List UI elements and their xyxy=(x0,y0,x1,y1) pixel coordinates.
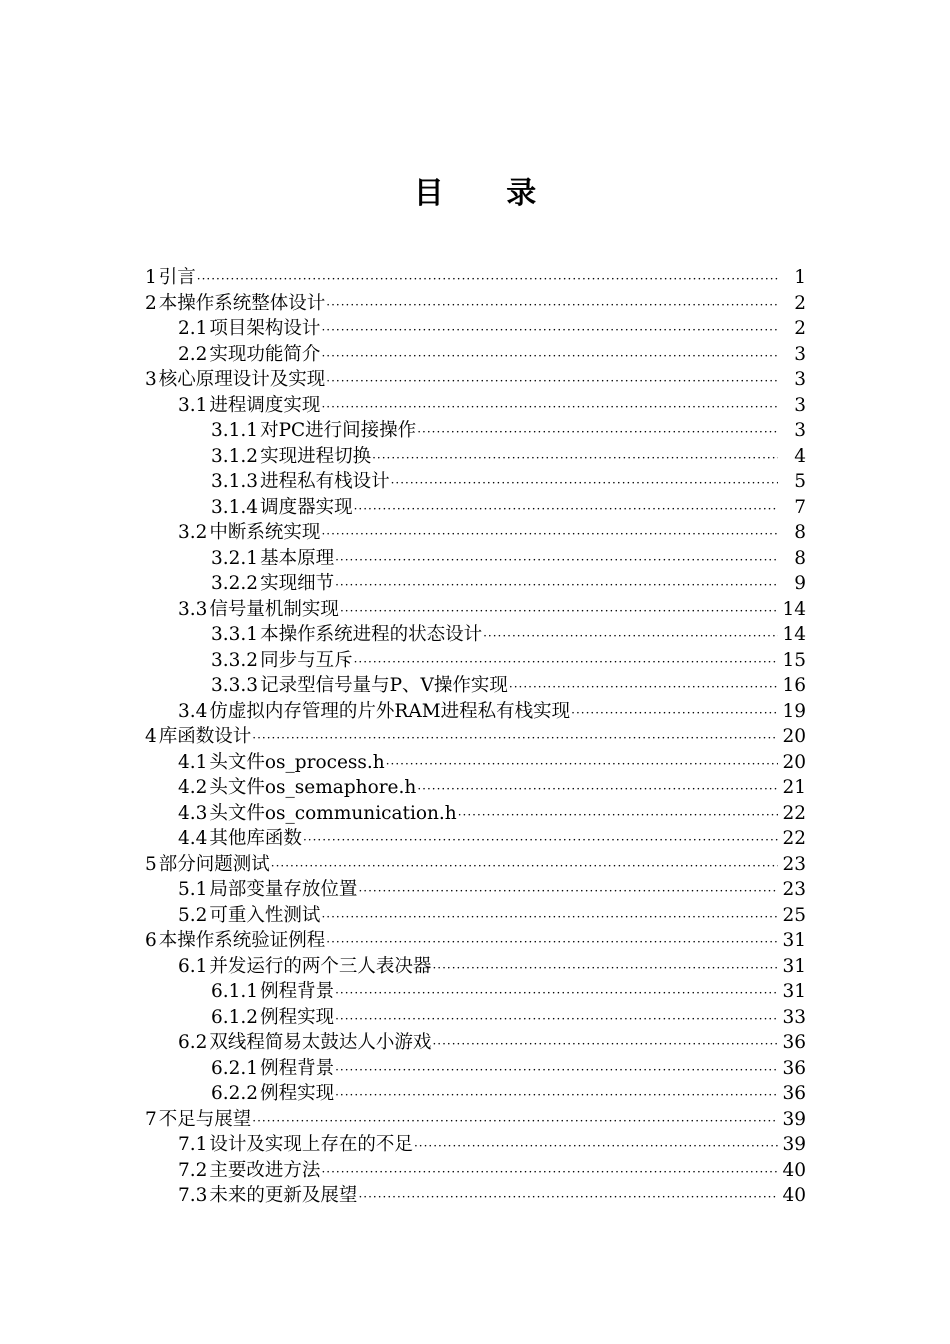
toc-entry-page-number: 39 xyxy=(782,1134,806,1155)
toc-dot-leader xyxy=(458,803,778,829)
toc-entry[interactable] xyxy=(145,393,810,419)
toc-entry-page-number: 15 xyxy=(782,649,806,671)
toc-dot-leader xyxy=(432,956,778,982)
toc-entry-label: 调度器实现 xyxy=(260,496,353,518)
toc-entry-number: 4.1 xyxy=(178,751,208,773)
toc-entry-number: 3.2.1 xyxy=(211,547,259,569)
toc-entry[interactable] xyxy=(145,1107,810,1133)
toc-entry-number: 2.2 xyxy=(178,343,208,365)
toc-entry-page-number: 33 xyxy=(782,1006,806,1028)
toc-entry-page-number: 22 xyxy=(782,802,806,824)
toc-entry-page-number: 14 xyxy=(782,624,806,645)
toc-entry-label: 本操作系统进程的状态设计 xyxy=(260,624,483,645)
toc-entry-label: 仿虚拟内存管理的片外RAM进程私有栈实现 xyxy=(209,700,571,722)
toc-entry-page-number: 1 xyxy=(794,267,806,288)
toc-entry[interactable] xyxy=(145,367,810,393)
toc-dot-leader xyxy=(354,497,778,523)
toc-entry-page-number: 16 xyxy=(782,675,806,696)
toc-entry[interactable] xyxy=(145,979,810,1005)
toc-entry-label: 例程实现 xyxy=(260,1083,335,1104)
toc-entry-number: 4.4 xyxy=(178,828,208,849)
toc-entry-number: 5 xyxy=(145,853,157,875)
toc-entry-number: 4.3 xyxy=(178,802,208,824)
toc-entry-page-number: 22 xyxy=(782,828,806,849)
toc-entry-label: 设计及实现上存在的不足 xyxy=(209,1134,413,1155)
toc-dot-leader xyxy=(358,1185,778,1211)
toc-entry-label: 例程实现 xyxy=(260,1006,335,1028)
toc-entry-page-number: 36 xyxy=(782,1032,806,1053)
toc-dot-leader xyxy=(321,318,778,344)
toc-entry-label: 可重入性测试 xyxy=(209,904,321,926)
toc-entry-label: 主要改进方法 xyxy=(209,1159,321,1181)
toc-entry-label: 本操作系统验证例程 xyxy=(158,930,326,951)
toc-dot-leader xyxy=(197,267,778,293)
toc-entry[interactable] xyxy=(145,699,810,725)
toc-entry[interactable] xyxy=(145,520,810,546)
toc-entry-page-number: 8 xyxy=(794,547,806,569)
toc-entry-page-number: 2 xyxy=(794,292,806,314)
toc-entry-number: 6.1.2 xyxy=(211,1006,259,1028)
toc-entry[interactable] xyxy=(145,852,810,878)
toc-dot-leader xyxy=(321,905,778,931)
page-title: 目 录 xyxy=(413,176,563,211)
toc-entry-number: 4.2 xyxy=(178,777,208,798)
toc-entry[interactable] xyxy=(145,1056,810,1082)
toc-entry-number: 7.1 xyxy=(178,1134,208,1155)
toc-dot-leader xyxy=(414,1134,778,1160)
toc-entry-number: 6.2.2 xyxy=(211,1083,259,1104)
toc-entry-number: 3.1.3 xyxy=(211,471,259,492)
toc-entry-page-number: 4 xyxy=(794,445,806,467)
toc-entry-label: 进程私有栈设计 xyxy=(260,471,390,492)
toc-entry[interactable] xyxy=(145,801,810,827)
toc-dot-leader xyxy=(417,777,778,803)
toc-dot-leader xyxy=(335,548,778,574)
toc-entry-number: 3 xyxy=(145,369,157,390)
toc-entry-page-number: 14 xyxy=(782,598,806,620)
toc-entry-page-number: 31 xyxy=(782,955,806,977)
toc-entry-page-number: 9 xyxy=(794,573,806,594)
toc-entry-number: 7.3 xyxy=(178,1185,208,1206)
toc-dot-leader xyxy=(252,1109,778,1135)
toc-entry-page-number: 40 xyxy=(782,1185,806,1206)
toc-entry[interactable] xyxy=(145,418,810,444)
toc-entry-label: 对PC进行间接操作 xyxy=(260,420,417,441)
toc-entry[interactable] xyxy=(145,597,810,623)
toc-entry-page-number: 2 xyxy=(794,318,806,339)
toc-entry[interactable] xyxy=(145,1081,810,1107)
toc-entry-number: 6.1.1 xyxy=(211,981,259,1002)
toc-entry[interactable] xyxy=(145,1158,810,1184)
toc-entry-page-number: 31 xyxy=(782,930,806,951)
toc-entry-label: 核心原理设计及实现 xyxy=(158,369,326,390)
toc-entry-label: 实现功能简介 xyxy=(209,343,321,365)
toc-dot-leader xyxy=(335,981,778,1007)
toc-entry-page-number: 23 xyxy=(782,853,806,875)
toc-entry[interactable] xyxy=(145,877,810,903)
toc-entry[interactable] xyxy=(145,546,810,572)
toc-entry-label: 记录型信号量与P、V操作实现 xyxy=(260,675,508,696)
toc-entry[interactable] xyxy=(145,750,810,776)
toc-entry-number: 2.1 xyxy=(178,318,208,339)
toc-entry-page-number: 23 xyxy=(782,879,806,900)
toc-dot-leader xyxy=(321,344,778,370)
toc-entry-label: 同步与互斥 xyxy=(260,649,353,671)
toc-entry-page-number: 19 xyxy=(782,700,806,722)
toc-entry-page-number: 36 xyxy=(782,1057,806,1079)
toc-entry-label: 实现细节 xyxy=(260,573,335,594)
toc-entry-label: 引言 xyxy=(158,267,196,288)
toc-dot-leader xyxy=(321,395,778,421)
toc-dot-leader xyxy=(335,1083,778,1109)
toc-dot-leader xyxy=(321,1160,778,1186)
toc-entry[interactable] xyxy=(145,1132,810,1158)
toc-entry[interactable] xyxy=(145,1005,810,1031)
toc-entry-label: 库函数设计 xyxy=(158,726,252,747)
toc-entry[interactable] xyxy=(145,928,810,954)
toc-entry-number: 5.2 xyxy=(178,904,208,926)
toc-entry-label: 部分问题测试 xyxy=(158,853,270,875)
toc-entry-label: 基本原理 xyxy=(260,547,335,569)
toc-dot-leader xyxy=(386,752,778,778)
toc-entry[interactable] xyxy=(145,571,810,597)
toc-entry-label: 头文件os_semaphore.h xyxy=(209,777,417,798)
toc-entry-number: 7.2 xyxy=(178,1159,208,1181)
toc-entry-page-number: 3 xyxy=(794,420,806,441)
toc-entry[interactable] xyxy=(145,1030,810,1056)
toc-entry-page-number: 25 xyxy=(782,904,806,926)
toc-entry-number: 6.1 xyxy=(178,955,208,977)
toc-entry-number: 3.3 xyxy=(178,598,208,620)
toc-entry-label: 其他库函数 xyxy=(209,828,302,849)
toc-entry-number: 3.3.3 xyxy=(211,675,259,696)
toc-dot-leader xyxy=(252,726,778,752)
toc-entry-label: 并发运行的两个三人表决器 xyxy=(209,955,432,977)
toc-entry[interactable] xyxy=(145,622,810,648)
toc-entry-label: 进程调度实现 xyxy=(209,394,321,416)
toc-entry-number: 2 xyxy=(145,292,157,314)
toc-dot-leader xyxy=(358,879,778,905)
toc-entry-page-number: 8 xyxy=(794,522,806,543)
toc-entry-number: 3.2.2 xyxy=(211,573,259,594)
toc-dot-leader xyxy=(391,471,778,497)
toc-dot-leader xyxy=(417,420,778,446)
toc-entry-page-number: 20 xyxy=(782,726,806,747)
toc-entry-number: 3.2 xyxy=(178,522,208,543)
toc-dot-leader xyxy=(354,650,778,676)
toc-entry[interactable] xyxy=(145,342,810,368)
toc-entry-number: 6.2.1 xyxy=(211,1057,259,1079)
toc-entry-page-number: 3 xyxy=(794,394,806,416)
toc-entry-label: 例程背景 xyxy=(260,981,335,1002)
toc-entry-label: 信号量机制实现 xyxy=(209,598,339,620)
toc-dot-leader xyxy=(483,624,778,650)
toc-entry[interactable] xyxy=(145,673,810,699)
toc-entry-label: 实现进程切换 xyxy=(260,445,372,467)
toc-entry[interactable] xyxy=(145,903,810,929)
toc-entry-number: 3.3.2 xyxy=(211,649,259,671)
toc-entry-number: 1 xyxy=(145,267,157,288)
toc-entry[interactable] xyxy=(145,265,810,291)
toc-entry-number: 5.1 xyxy=(178,879,208,900)
toc-entry-number: 3.1 xyxy=(178,394,208,416)
toc-dot-leader xyxy=(340,599,778,625)
toc-dot-leader xyxy=(271,854,778,880)
toc-entry-label: 例程背景 xyxy=(260,1057,335,1079)
toc-dot-leader xyxy=(321,522,778,548)
toc-entry-label: 头文件os_process.h xyxy=(209,751,385,773)
toc-entry-page-number: 7 xyxy=(794,496,806,518)
toc-entry-page-number: 40 xyxy=(782,1159,806,1181)
toc-entry-page-number: 39 xyxy=(782,1108,806,1130)
toc-entry[interactable] xyxy=(145,775,810,801)
toc-entry[interactable] xyxy=(145,648,810,674)
toc-entry-label: 本操作系统整体设计 xyxy=(158,292,326,314)
toc-entry-number: 3.1.1 xyxy=(211,420,259,441)
toc-entry-number: 3.1.2 xyxy=(211,445,259,467)
toc-entry-page-number: 31 xyxy=(782,981,806,1002)
toc-entry-label: 项目架构设计 xyxy=(209,318,321,339)
toc-dot-leader xyxy=(335,1058,778,1084)
toc-entry-page-number: 21 xyxy=(782,777,806,798)
toc-entry-label: 局部变量存放位置 xyxy=(209,879,358,900)
toc-entry-number: 3.1.4 xyxy=(211,496,259,518)
toc-entry-number: 4 xyxy=(145,726,157,747)
toc-dot-leader xyxy=(509,675,778,701)
toc-entry-page-number: 36 xyxy=(782,1083,806,1104)
toc-entry-label: 双线程简易太鼓达人小游戏 xyxy=(209,1032,432,1053)
toc-entry-page-number: 5 xyxy=(794,471,806,492)
toc-dot-leader xyxy=(326,293,778,319)
toc-entry[interactable] xyxy=(145,291,810,317)
toc-dot-leader xyxy=(303,828,778,854)
toc-entry[interactable] xyxy=(145,954,810,980)
toc-entry-number: 6.2 xyxy=(178,1032,208,1053)
toc-dot-leader xyxy=(571,701,778,727)
toc-entry[interactable] xyxy=(145,826,810,852)
toc-entry-number: 3.3.1 xyxy=(211,624,259,645)
toc-dot-leader xyxy=(335,1007,778,1033)
toc-entry[interactable] xyxy=(145,495,810,521)
toc-entry[interactable] xyxy=(145,724,810,750)
toc-entry-number: 6 xyxy=(145,930,157,951)
toc-dot-leader xyxy=(372,446,778,472)
toc-entry[interactable] xyxy=(145,1183,810,1209)
toc-entry-page-number: 20 xyxy=(782,751,806,773)
toc-entry-label: 中断系统实现 xyxy=(209,522,321,543)
table-of-contents xyxy=(145,265,810,1209)
toc-dot-leader xyxy=(326,930,778,956)
toc-entry[interactable] xyxy=(145,444,810,470)
toc-entry-page-number: 3 xyxy=(794,369,806,390)
toc-entry-label: 头文件os_communication.h xyxy=(209,802,457,824)
toc-entry-label: 未来的更新及展望 xyxy=(209,1185,358,1206)
toc-entry-number: 3.4 xyxy=(178,700,208,722)
toc-dot-leader xyxy=(432,1032,778,1058)
toc-entry[interactable] xyxy=(145,469,810,495)
toc-dot-leader xyxy=(326,369,778,395)
toc-entry[interactable] xyxy=(145,316,810,342)
toc-dot-leader xyxy=(335,573,778,599)
toc-entry-page-number: 3 xyxy=(794,343,806,365)
toc-entry-label: 不足与展望 xyxy=(158,1108,252,1130)
toc-entry-number: 7 xyxy=(145,1108,157,1130)
